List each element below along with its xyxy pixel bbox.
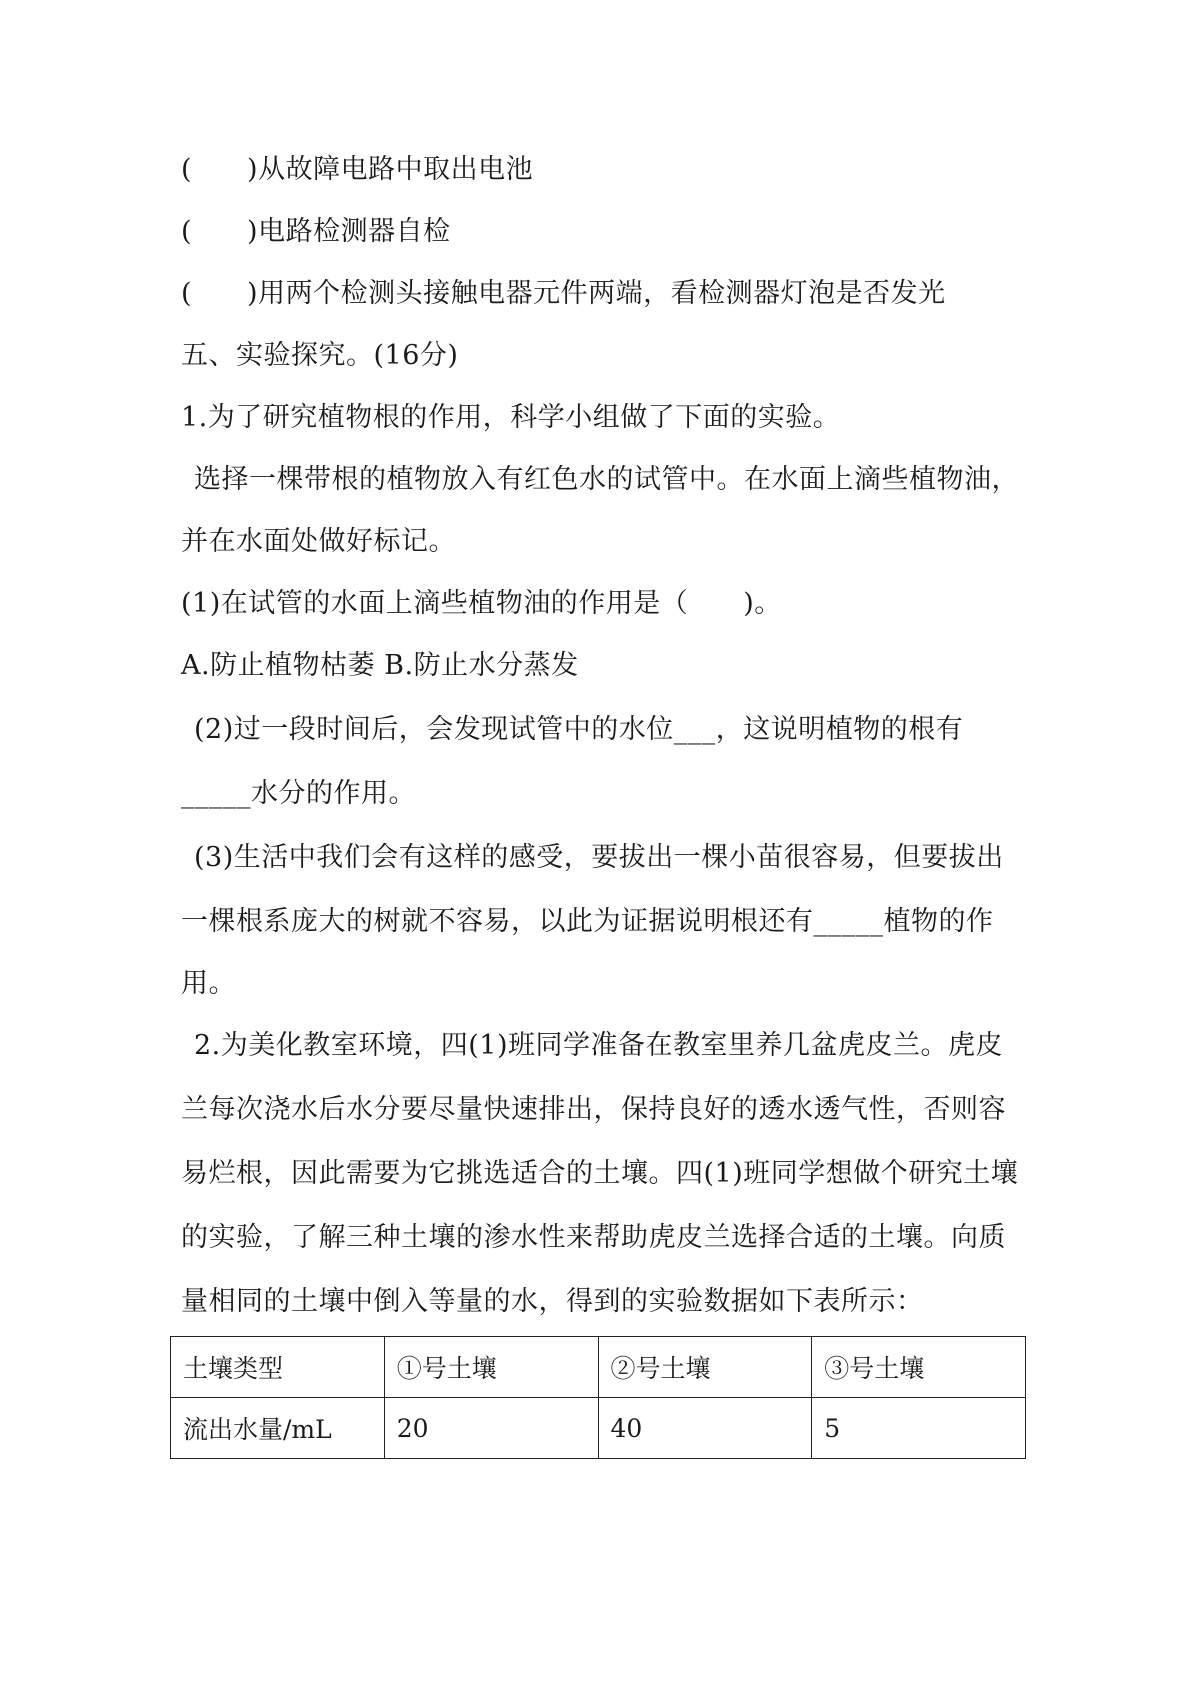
sub-question-2: _____水分的作用。 [181,778,416,809]
sub-question-3: 一棵根系庞大的树就不容易，以此为证据说明根还有_____植物的作 [181,906,994,937]
table-header-row [171,1337,1026,1398]
question-2-text: 兰每次浇水后水分要尽量快速排出，保持良好的透水透气性，否则容 [181,1094,1006,1125]
section-heading: 五、实验探究。(16分) [181,340,459,371]
table-cell: ①号土壤 [384,1337,598,1398]
question-2-text: 2.为美化教室环境，四(1)班同学准备在教室里养几盆虎皮兰。虎皮 [194,1030,1004,1061]
soil-data-table [170,1336,1026,1459]
option-line-probe-test: ( )用两个检测头接触电器元件两端，看检测器灯泡是否发光 [181,278,946,309]
table-cell: 40 [598,1398,812,1459]
sub-question-3: (3)生活中我们会有这样的感受，要拔出一棵小苗很容易，但要拔出 [194,842,1004,873]
question-2-text: 量相同的土壤中倒入等量的水，得到的实验数据如下表所示： [181,1286,924,1317]
table-cell: 流出水量/mL [171,1398,385,1459]
table-row [171,1398,1026,1459]
table-cell: 20 [384,1398,598,1459]
table-cell: ③号土壤 [812,1337,1026,1398]
question-1-text: 并在水面处做好标记。 [181,526,456,557]
sub-question-2: (2)过一段时间后，会发现试管中的水位___，这说明植物的根有 [194,714,964,745]
question-1-intro: 1.为了研究植物根的作用，科学小组做了下面的实验。 [181,402,841,433]
option-line-remove-battery: ( )从故障电路中取出电池 [181,154,534,185]
question-2-text: 的实验，了解三种土壤的渗水性来帮助虎皮兰选择合适的土壤。向质 [181,1222,1006,1253]
sub-question-3: 用。 [181,968,236,999]
sub-question-1-options: A.防止植物枯萎 B.防止水分蒸发 [181,650,579,681]
sub-question-1: (1)在试管的水面上滴些植物油的作用是（ )。 [181,588,782,619]
question-2-text: 易烂根，因此需要为它挑选适合的土壤。四(1)班同学想做个研究土壤 [181,1158,1019,1189]
table-cell: 5 [812,1398,1026,1459]
question-1-text: 选择一棵带根的植物放入有红色水的试管中。在水面上滴些植物油， [194,464,1019,495]
option-line-self-check: ( )电路检测器自检 [181,216,451,247]
table-cell: ②号土壤 [598,1337,812,1398]
table-cell: 土壤类型 [171,1337,385,1398]
